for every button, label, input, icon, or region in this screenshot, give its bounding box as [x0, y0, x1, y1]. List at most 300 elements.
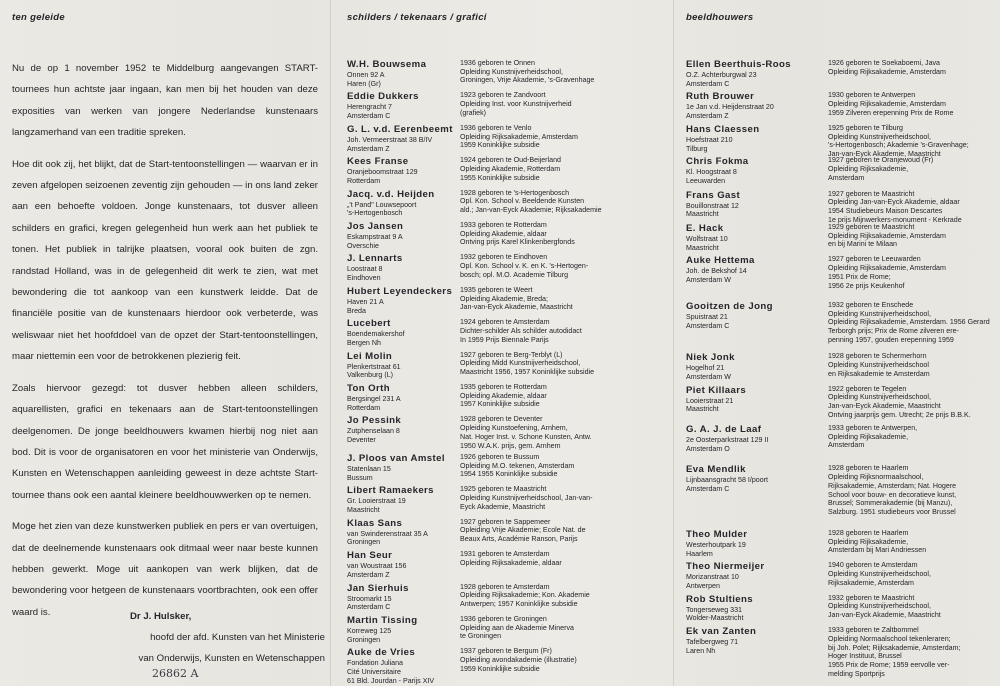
artist-address-line: Bouillonstraat 12: [686, 201, 739, 210]
artist-name: Lei Molin: [347, 350, 393, 362]
biography-line: Beaux Arts, Académie Ranson, Parijs: [460, 535, 578, 544]
biography-line: Opleiding Rijksnormaalschool,: [828, 473, 924, 482]
artist-biography: [828, 156, 933, 182]
artist-biography: [460, 647, 577, 673]
artist-name: Lucebert: [347, 318, 391, 330]
biography-line: Opleiding M.O. tekenen, Amsterdam: [460, 461, 575, 470]
biography-line: Opleiding Jan-van-Eyck Akademie, aldaar: [828, 198, 960, 207]
artist-address-line: Overschie: [347, 241, 379, 250]
artist-address-line: Looierstraat 21: [686, 396, 734, 405]
artist-name: G. A. J. de Laaf: [686, 424, 762, 436]
artist-name: Jacq. v.d. Heijden: [347, 188, 435, 200]
artist-name: Martin Tissing: [347, 614, 418, 626]
sculptors-list: [686, 59, 990, 678]
biography-line: 1e prijs Mijnwerkers-monument - Kerkrade: [828, 215, 962, 224]
biography-line: melding Sportprijs: [828, 669, 885, 678]
artist-name: Libert Ramaekers: [347, 485, 434, 497]
artist-address-line: Stroomarkt 15: [347, 594, 392, 603]
biography-line: 1924 geboren te Oud-Beijerland: [460, 156, 561, 165]
artist-name: Theo Niermeijer: [686, 561, 765, 573]
biography-line: 1951 Prix de Rome;: [828, 272, 891, 281]
biography-line: 1927 geboren te Oranjewoud (Fr): [828, 156, 934, 165]
artist-address-line: Boendemakershof: [347, 330, 405, 339]
artist-entry: [347, 91, 572, 121]
artist-address-line: Rotterdam: [347, 403, 381, 412]
biography-line: Jan-van-Eyck Akademie, Maastricht: [828, 611, 941, 620]
biography-line: 1950 W.A.K. prijs, gem. Arnhem: [460, 441, 561, 450]
artist-entry: [686, 300, 990, 344]
painters-list: [347, 59, 602, 685]
artist-name: Gooitzen de Jong: [686, 300, 773, 312]
artist-address-line: 's-Hertogenbosch: [347, 209, 403, 218]
artist-entry: [686, 593, 941, 623]
intro-paragraph: Nu de op 1 november 1952 te Middelburg aangevangen START-tournees hun achtste jaar ingaan, kan men bij het houden van deze exposities van werken van jongere Nederlandse kunstenaars langzamerhand van een traditie spreken.: [12, 63, 318, 139]
artist-address-line: Loostraat 8: [347, 265, 383, 274]
intro-paragraph: Hoe dit ook zij, het blijkt, dat de Start-tentoonstellingen — waarvan er in zeven afgelopen seizoenen zeventig zijn gehouden — in ons land zeker aan een behoefte voldoen. Jonge kunstenaars, tot dusver alleen schilders en grafici, kregen gelegenheid hun werk aan het publiek te tonen. Het publiek in talrijke plaatsen, vooral ook buiten de zgn. randstad Holland, was in de gelegenheid dit werk te zien, wat met bewondering die tot aankoop van een kunstwerk leidde. Dat de financiële positie van de kunstenaars hierdoor ook verbeterde, was weliswaar niet het hoofddoel van de opzet der Start-tentoonstellingen, maar niettemin een voor de betrokkenen plezierig feit.: [12, 158, 318, 363]
artist-address-line: Amsterdam W: [686, 372, 731, 381]
biography-line: Opleiding Inst. voor Kunstnijverheid: [460, 100, 572, 109]
artist-address-line: Zutphenselaan 8: [347, 427, 400, 436]
artist-entry: [686, 561, 931, 590]
archive-reference-mark: 26862 A: [152, 667, 199, 680]
artist-address-line: Onnen 92 A: [347, 71, 385, 79]
artist-address-line: Statenlaan 15: [347, 464, 391, 473]
artist-biography: [460, 286, 573, 312]
biography-line: Opleiding Rijksakademie, Amsterdam: [828, 231, 946, 240]
signature-name: Dr J. Hulsker,: [130, 611, 192, 622]
biography-line: Opleiding Rijksakademie,: [828, 164, 909, 173]
artist-name: Frans Gast: [686, 189, 741, 201]
biography-line: 1927 geboren te Sappemeer: [460, 517, 551, 526]
biography-line: Jan-van-Eyck Akademie, Maastricht: [828, 402, 941, 411]
artist-address-line: Bergen Nh: [347, 338, 381, 347]
artist-address-line: Hoefstraat 210: [686, 135, 733, 144]
artist-entry: [347, 582, 590, 612]
artist-name: W.H. Bouwsema: [347, 59, 427, 70]
biography-line: Opleiding Kunstoefening, Arnhem,: [460, 424, 568, 433]
artist-address-line: Eindhoven: [347, 274, 381, 283]
artist-address-line: Haarlem: [686, 549, 713, 558]
biography-line: 1959 Koninklijke subsidie: [460, 664, 540, 673]
biography-line: Rijksakademie, Amsterdam; Nat. Hogere: [828, 481, 957, 490]
intro-paragraph: Zoals hiervoor gezegd: tot dusver hebben alleen schilders, aquarellisten, grafici en tekenaars aan de Start-tentoonstellingen deelgenomen. De jonge beeldhouwers kwamen hierbij nog niet aan bod. Dit is voor de organisatoren en voor het ministerie van Onderwijs, Kunsten en Wetenschappen aanleiding geweest in deze achtste Start-tournee thans ook een aantal kleinere beeldhouwwerken op te nemen.: [12, 382, 318, 501]
artist-entry: [347, 517, 586, 547]
artist-biography: [828, 91, 953, 117]
artist-address-line: van Woustraat 156: [347, 562, 407, 571]
artist-entry: [347, 59, 595, 88]
artist-address-line: Tongerseweg 331: [686, 605, 743, 614]
biography-line: 1928 geboren te Haarlem: [828, 528, 909, 537]
biography-line: 1935 geboren te Weert: [460, 285, 533, 294]
biography-line: 1933 geboren te Rotterdam: [460, 221, 547, 230]
artist-name: Piet Killaars: [686, 384, 747, 396]
biography-line: 1927 geboren te Leeuwarden: [828, 255, 921, 264]
signature-ministry: van Onderwijs, Kunsten en Wetenschappen: [138, 653, 325, 664]
artist-name: Chris Fokma: [686, 156, 749, 168]
artist-entry: [347, 383, 547, 412]
biography-line: Opleiding Kunstnijverheidschool,: [828, 309, 931, 318]
artist-name: G. L. v.d. Eerenbeemt: [347, 123, 453, 135]
biography-line: Dichter-schilder Als schilder autodidact: [460, 326, 582, 335]
artist-address-line: Deventer: [347, 436, 376, 445]
biography-line: 1932 geboren te Enschede: [828, 300, 914, 309]
biography-line: Opl. Kon. School v. Beeldende Kunsten: [460, 197, 585, 206]
artist-biography: [828, 255, 946, 290]
artist-name: Eddie Dukkers: [347, 91, 419, 103]
artist-biography: [828, 561, 931, 587]
biography-line: Opleiding Vrije Akademie; Ecole Nat. de: [460, 526, 586, 535]
artist-address-line: Kl. Hoogstraat 8: [686, 168, 737, 177]
artist-biography: [460, 156, 561, 182]
biography-line: 1937 geboren te Bergum (Fr): [460, 647, 552, 656]
biography-line: 1932 geboren te Eindhoven: [460, 253, 548, 262]
biography-line: 1936 geboren te Onnen: [460, 59, 535, 67]
artist-biography: [460, 351, 594, 377]
artist-entry: [686, 189, 962, 224]
biography-line: 1928 geboren te 's-Hertogenbosch: [460, 188, 570, 197]
artist-name: Ek van Zanten: [686, 626, 757, 638]
artist-address-line: Maastricht: [686, 243, 719, 252]
biography-line: Opleiding Akademie, Rotterdam: [460, 164, 561, 173]
page-fold-divider: [330, 0, 331, 686]
artist-address-line: 61 Bld. Jourdan - Parijs XIV: [347, 676, 435, 685]
biography-line: Opl. Kon. School v. K. en K. 's-Hertogen-: [460, 262, 589, 271]
artist-name: Ruth Brouwer: [686, 91, 755, 103]
biography-line: 1959 Koninklijke subsidie: [460, 141, 540, 150]
artist-address-line: Rotterdam: [347, 176, 381, 185]
artist-address-line: Wolfstraat 10: [686, 235, 728, 244]
artist-entry: [686, 91, 954, 121]
artist-address-line: Cité Universitaire: [347, 668, 402, 677]
biography-line: Amsterdam: [828, 173, 865, 182]
biography-line: 1924 geboren te Amsterdam: [460, 318, 550, 327]
artist-entry: [686, 352, 930, 381]
artist-biography: [460, 221, 575, 247]
artist-name: Klaas Sans: [347, 517, 403, 529]
biography-line: Terborgh prijs; Prix de Rome zilveren ere-: [828, 326, 959, 335]
artist-entry: [347, 253, 589, 283]
artist-address-line: Gr. Looierstraat 19: [347, 497, 406, 506]
artist-biography: [828, 301, 990, 345]
biography-line: en bij Marini te Milaan: [828, 240, 897, 249]
artist-address-line: Herengracht 7: [347, 103, 392, 112]
artist-biography: [460, 383, 547, 409]
artist-biography: [460, 453, 574, 479]
biography-line: Ontving jaarprijs gem. Utrecht; 2e prijs B.B.K.: [828, 410, 971, 419]
biography-line: 1923 geboren te Zandvoort: [460, 91, 546, 100]
biography-line: Jan-van-Eyck Akademie, Maastricht: [460, 303, 573, 312]
biography-line: School voor bouw- en decoratieve kunst,: [828, 490, 957, 499]
artist-entry: [686, 424, 918, 453]
artist-biography: [828, 529, 926, 555]
biography-line: Opleiding Rijksakademie, aldaar: [460, 558, 562, 567]
biography-line: Opleiding Kunstnijverheidschool,: [828, 132, 931, 141]
artist-biography: [828, 464, 956, 516]
artist-address-line: Korreweg 125: [347, 626, 392, 635]
artist-address-line: van Swinderenstraat 35 A: [347, 529, 428, 538]
biography-line: Opleiding Kunstnijverheidschool,: [828, 393, 931, 402]
artist-entry: [686, 59, 946, 88]
biography-line: 1928 geboren te Schermerhorn: [828, 352, 927, 361]
biography-line: 's-Hertogenbosch; Akademie 's-Gravenhage;: [828, 141, 969, 150]
artist-biography: [460, 318, 582, 344]
artist-name: Rob Stultiens: [686, 593, 754, 605]
artist-address-line: Haren (Gr): [347, 79, 381, 88]
biography-line: 1927 geboren te Berg-Terblyt (L): [460, 350, 563, 359]
artist-address-line: Westerhoutpark 19: [686, 540, 746, 549]
artist-biography: [460, 124, 578, 150]
biography-line: Opleiding Rijksakademie, Amsterdam. 1956 Gerard: [828, 318, 990, 327]
artist-name: Hans Claessen: [686, 123, 760, 135]
biography-line: Opleiding Kunstnijverheidschool, Jan-van-: [460, 493, 593, 502]
biography-line: 1930 geboren te Antwerpen: [828, 91, 916, 100]
artist-address-line: Bussum: [347, 473, 373, 482]
biography-line: bij Joh. Polet; Rijksakademie, Amsterdam;: [828, 643, 961, 652]
biography-line: penning 1957, gouden erepenning 1959: [828, 335, 954, 344]
biography-line: Opleiding Midd Kunstnijverheidschool,: [460, 359, 581, 368]
biography-line: Brussel; Sommerakademie (bij Manzu),: [828, 499, 953, 508]
artist-address-line: 1e Jan v.d. Heijdenstraat 20: [686, 103, 774, 112]
artist-address-line: Joh. Vermeerstraat 38 B/IV: [347, 135, 433, 144]
artist-entry: [686, 626, 961, 678]
biography-line: Rijksakademie, Amsterdam: [828, 578, 914, 587]
artist-address-line: Morizanstraat 10: [686, 573, 739, 582]
biography-line: Opleiding Rijksakademie, Amsterdam: [828, 100, 946, 109]
artist-biography: [828, 385, 971, 420]
biography-line: Opleiding aan de Akademie Minerva: [460, 623, 574, 632]
signature-title: hoofd der afd. Kunsten van het Ministerie: [150, 632, 325, 643]
biography-line: 1922 geboren te Tegelen: [828, 384, 907, 393]
artist-entry: [686, 528, 927, 558]
biography-line: Groningen, Vrije Akademie, 's-Gravenhage: [460, 76, 595, 85]
artist-name: Ellen Beerthuis-Roos: [686, 59, 792, 70]
artist-name: Theo Mulder: [686, 528, 748, 540]
artist-entry: [686, 223, 946, 252]
sculptors-heading: beeldhouwers: [686, 12, 754, 23]
biography-line: Antwerpen; 1957 Koninklijke subsidie: [460, 599, 578, 608]
artist-address-line: Amsterdam W: [686, 276, 731, 285]
artist-biography: [460, 550, 562, 567]
artist-name: Han Seur: [347, 550, 393, 562]
artist-address-line: Haven 21 A: [347, 297, 384, 306]
artist-entry: [686, 123, 969, 158]
artist-address-line: Lijnbaansgracht 58 I/poort: [686, 476, 769, 485]
biography-line: en Rijksakademie te Amsterdam: [828, 369, 930, 378]
artist-entry: [347, 452, 575, 482]
artist-address-line: Spuistraat 21: [686, 312, 728, 321]
signature-block: [100, 606, 325, 669]
biography-line: Opleiding avondakademie (illustratie): [460, 656, 577, 665]
artist-entry: [686, 464, 957, 516]
biography-line: Opleiding Akademie, Breda;: [460, 294, 548, 303]
biography-line: Opleiding Rijksakademie, Amsterdam: [828, 264, 946, 273]
biography-line: 1959 Zilveren erepenning Prix de Rome: [828, 108, 954, 117]
artist-entry: [347, 415, 592, 450]
biography-line: Opleiding Kunstnijverheidschool,: [828, 602, 931, 611]
artist-address-line: Maastricht: [347, 505, 380, 514]
artist-biography: [828, 352, 930, 378]
artist-biography: [460, 59, 594, 85]
biography-line: 1957 Koninklijke subsidie: [460, 400, 540, 409]
artist-address-line: Breda: [347, 306, 366, 315]
biography-line: 1954 Studiebeurs Maison Descartes: [828, 207, 943, 216]
biography-line: Opleiding Kunstnijverheidschool,: [460, 67, 563, 76]
artist-entry: [347, 188, 602, 218]
artist-name: J. Ploos van Amstel: [347, 452, 445, 464]
biography-line: Ontving prijs Karel Klinkenbergfonds: [460, 238, 575, 247]
artist-name: Kees Franse: [347, 156, 409, 168]
biography-line: te Groningen: [460, 632, 502, 641]
artist-entry: [347, 614, 574, 644]
biography-line: Opleiding Rijksakademie; Kon. Akademie: [460, 591, 590, 600]
artist-address-line: O.Z. Achterburgwal 23: [686, 71, 757, 79]
artist-biography: [460, 415, 592, 450]
biography-line: Eyck Akademie, Maastricht: [460, 502, 546, 511]
artist-address-line: Amsterdam C: [686, 321, 730, 330]
biography-line: 1936 geboren te Groningen: [460, 614, 547, 623]
artist-entry: [686, 156, 934, 185]
artist-biography: [460, 189, 602, 215]
artist-entry: [347, 485, 593, 514]
biography-line: 1955 Prix de Rome; 1959 eervolle ver-: [828, 660, 950, 669]
intro-text: [12, 58, 318, 633]
biography-line: 1928 geboren te Haarlem: [828, 464, 909, 473]
biography-line: In 1959 Prijs Biennale Parijs: [460, 335, 549, 344]
biography-line: Jan-van-Eyck Akademie, Maastricht: [828, 149, 941, 158]
artist-entry: [686, 384, 971, 419]
artist-name: E. Hack: [686, 223, 724, 235]
artist-biography: [460, 518, 586, 544]
biography-line: 1925 geboren te Tilburg: [828, 123, 903, 132]
artist-address-line: „'t Pand" Louwsepoort: [347, 200, 417, 209]
intro-heading: ten geleide: [12, 12, 65, 23]
biography-line: 1928 geboren te Amsterdam: [460, 582, 550, 591]
artist-address-line: Fondation Juliana: [347, 659, 404, 668]
biography-line: Opleiding Rijksakademie,: [828, 432, 909, 441]
biography-line: Opleiding Akademie, aldaar: [460, 391, 547, 400]
artist-name: Jo Pessink: [347, 415, 402, 427]
artist-entry: [347, 156, 561, 185]
biography-line: 1933 geboren te Antwerpen,: [828, 424, 918, 433]
artist-address-line: Hogelhof 21: [686, 364, 725, 373]
biography-line: 1926 geboren te Soekaboemi, Java: [828, 59, 941, 67]
artist-biography: [828, 59, 946, 76]
intro-paragraph: Moge het zien van deze kunstwerken publiek en pers er van overtuigen, dat de deelnemende kunstenaars ook ditmaal weer naar beste kunnen hebben gewerkt. Moge uit aankopen van werk blijken, dat de bewondering voor hetgeen de kunstenaars voortbrachten, ook een offer waard is.: [12, 521, 318, 618]
artist-address-line: Leeuwarden: [686, 176, 726, 185]
artist-address-line: Laren Nh: [686, 646, 716, 655]
biography-line: Nat. Hoger Inst. v. Schone Kunsten, Antw.: [460, 432, 592, 441]
artist-address-line: Joh. de Bekshof 14: [686, 267, 747, 276]
artist-name: Ton Orth: [347, 383, 390, 395]
artist-address-line: Tilburg: [686, 144, 708, 153]
page-fold-divider: [673, 0, 674, 686]
artist-entry: [347, 221, 575, 250]
artist-biography: [828, 424, 917, 450]
biography-line: Hoger Instituut, Brussel: [828, 652, 902, 661]
artist-entry: [347, 123, 578, 153]
artist-biography: [828, 124, 969, 159]
biography-line: Opleiding Rijksakademie, Amsterdam: [460, 132, 578, 141]
biography-line: Opleiding Kunstnijverheidschool: [828, 360, 929, 369]
artist-address-line: Amsterdam O: [686, 444, 730, 453]
biography-line: Opleiding Normaalschool tekenleraren;: [828, 634, 951, 643]
artist-address-line: Amsterdam Z: [686, 112, 729, 121]
biography-line: Amsterdam bij Mari Andriessen: [828, 546, 927, 555]
artist-biography: [460, 583, 590, 609]
biography-line: 1936 geboren te Venlo: [460, 123, 532, 132]
artist-biography: [828, 626, 960, 678]
biography-line: Opleiding Kunstnijverheidschool,: [828, 569, 931, 578]
artist-name: Hubert Leyendeckers: [347, 285, 453, 297]
biography-line: 1940 geboren te Amsterdam: [828, 561, 918, 570]
artist-entry: [347, 647, 577, 685]
biography-line: Opleiding Akademie, aldaar: [460, 229, 547, 238]
artist-entry: [347, 550, 562, 579]
artist-name: J. Lennarts: [347, 253, 403, 265]
biography-line: 1928 geboren te Deventer: [460, 415, 543, 424]
artist-biography: [828, 594, 941, 620]
artist-entry: [347, 285, 573, 315]
biography-line: bosch; opl. M.O. Academie Tilburg: [460, 270, 569, 279]
biography-line: ald.; Jan-van-Eyck Akademie; Rijksakademie: [460, 206, 602, 215]
artist-address-line: Maastricht: [686, 405, 719, 414]
artist-biography: [460, 485, 593, 511]
artist-name: Eva Mendlik: [686, 464, 746, 476]
artist-address-line: Valkenburg (L): [347, 371, 394, 380]
artist-address-line: Amsterdam C: [347, 603, 391, 612]
artist-address-line: Amsterdam C: [347, 112, 391, 121]
artist-biography: [828, 190, 962, 225]
biography-line: 1933 geboren te Zaltbommel: [828, 626, 919, 635]
artist-address-line: Amsterdam Z: [347, 570, 390, 579]
artist-address-line: Amsterdam Z: [347, 144, 390, 153]
artist-name: Auke de Vries: [347, 647, 416, 659]
artist-name: Jos Jansen: [347, 221, 404, 233]
artist-address-line: Plenkertstraat 61: [347, 362, 401, 371]
biography-line: 1926 geboren te Bussum: [460, 452, 540, 461]
biography-line: 1956 2e prijs Keukenhof: [828, 281, 905, 290]
biography-line: 1954 1955 Koninklijke subsidie: [460, 470, 558, 479]
artist-address-line: Tafelbergweg 71: [686, 638, 739, 647]
artist-entry: [686, 255, 946, 290]
artist-address-line: Groningen: [347, 635, 381, 644]
biography-line: 1929 geboren te Maastricht: [828, 223, 915, 232]
artist-address-line: Maastricht: [686, 210, 719, 219]
biography-line: 1927 geboren te Maastricht: [828, 189, 915, 198]
artist-name: Niek Jonk: [686, 352, 735, 364]
biography-line: Maastricht 1956, 1957 Koninklijke subsidie: [460, 368, 595, 377]
artist-address-line: Oranjeboomstraat 129: [347, 168, 418, 177]
artist-biography: [828, 223, 946, 249]
artist-name: Jan Sierhuis: [347, 582, 409, 594]
artist-name: Auke Hettema: [686, 255, 755, 267]
biography-line: Salzburg. 1951 studiebeurs voor Brussel: [828, 507, 956, 516]
artist-entry: [347, 350, 595, 380]
artist-biography: [460, 615, 574, 641]
biography-line: 1925 geboren te Maastricht: [460, 485, 547, 494]
painters-heading: schilders / tekenaars / grafici: [347, 12, 487, 23]
artist-address-line: Eskampstraat 9 A: [347, 233, 403, 242]
artist-biography: [460, 253, 588, 279]
artist-address-line: Amsterdam C: [686, 485, 730, 494]
artist-address-line: Wolder-Maastricht: [686, 614, 744, 623]
artist-address-line: 2e Oosterparkstraat 129 II: [686, 436, 769, 445]
biography-line: Opleiding Rijksakademie, Amsterdam: [828, 67, 946, 76]
biography-line: Opleiding Rijksakademie,: [828, 537, 909, 546]
artist-address-line: Bergsingel 231 A: [347, 395, 401, 404]
biography-line: (grafiek): [460, 108, 487, 117]
biography-line: 1931 geboren te Amsterdam: [460, 550, 550, 559]
